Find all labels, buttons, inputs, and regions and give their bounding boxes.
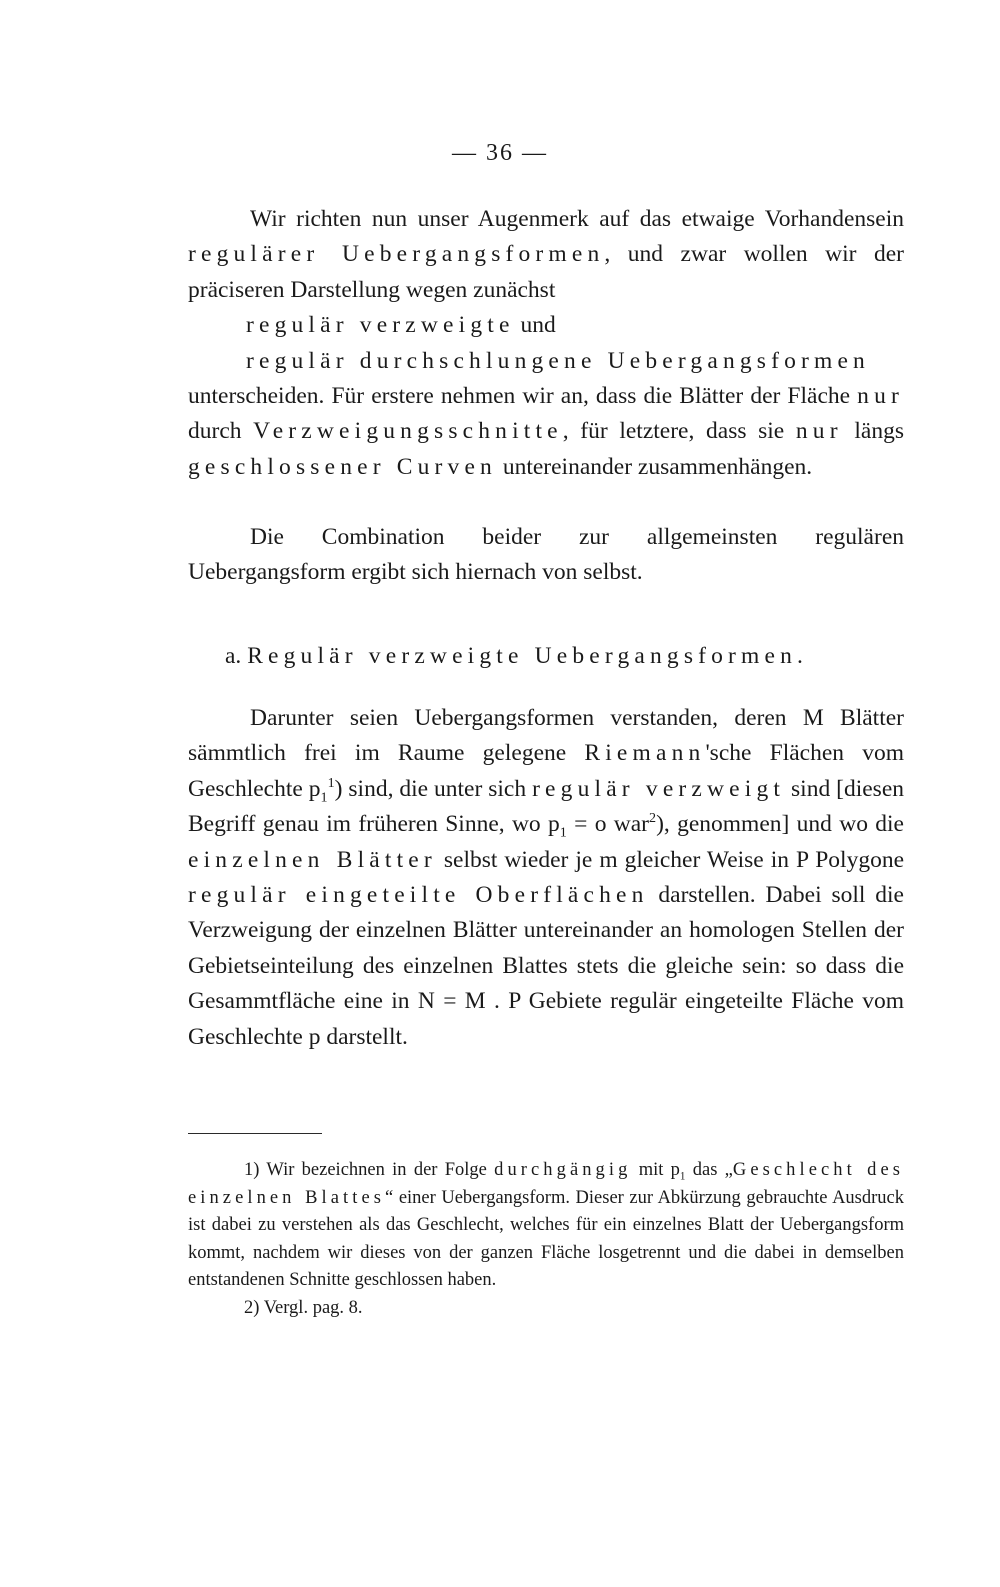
footnotes [188,1157,904,1323]
emphasis-text: regulärer Uebergangsformen [188,241,605,268]
footnote-ref-2: 2 [649,810,657,827]
text-run: darstellen. Dabei soll die Verzweigung der einzelnen Blätter untereinander an homologen Stellen der Gebietseinteilung des einzelnen Blattes stets die gleiche sein: so dass die Gesammtfläche eine in N = M . P Gebiete regulär eingeteilte Fläche vom Geschlechte p darstellt. [188,882,904,1050]
footnote-divider [188,1133,322,1134]
text-run: , und zwar wollen wir der präciseren Darstellung wegen zunächst [188,241,905,303]
subscript: 1 [559,824,567,841]
emphasis-text: Riemann [584,740,706,767]
intro-paragraph-continued [188,379,904,485]
subscript: 1 [320,789,328,806]
text-run: , für letztere, dass sie [562,418,796,445]
text-run: ) sind, die unter sich [334,775,533,802]
emphasis-text: regulär eingeteilte Oberflächen [188,882,649,909]
section-prefix: a. [225,643,248,669]
text-run: längs [842,418,904,445]
list-item-regular-branched [188,308,904,343]
footnote-ref-1: 1 [327,774,335,791]
emphasis-text: regulär verzweigt [532,775,786,802]
text-run: sind [diesen Begriff genau im früheren Sinne, wo p [188,775,905,838]
combination-paragraph: Die Combination beider zur allgemeinsten regulären Uebergangsform ergibt sich hiernach von selbst. [188,524,904,586]
emphasis-text: geschlossener Curven [188,453,497,480]
text-run: das „ [685,1160,733,1180]
intro-section [188,202,904,485]
list-item-regular-interwoven [188,344,904,379]
page-number: — 36 — [452,140,548,166]
text-run: untereinander zusammenhängen. [496,453,813,480]
emphasis-text: nur [795,418,843,445]
footnote-2: 2) Vergl. pag. 8. [244,1297,363,1318]
text-run: Darunter seien Uebergangsformen verstanden, deren M Blätter sämmtlich frei im Raume gelegene [188,705,904,767]
intro-paragraph [188,202,904,308]
subscript: 1 [679,1170,686,1183]
text-run: und [514,312,556,339]
text-run: “ einer Uebergangsform. Dieser zur Abkürzung gebrauchte Ausdruck ist dabei zu verstehen als das Geschlecht, welches für ein einzelnes Blatt der Uebergangsform kommt, nachdem wir dieses von der ganzen Fläche losgetrennt und die dabei in demselben entstandenen Schnitte geschlossen haben. [188,1187,904,1291]
emphasis-text: durchgängig [494,1160,632,1180]
text-run: Wir richten nun unser Augenmerk auf das etwaige Vorhandensein [250,206,904,232]
main-section [188,701,904,1055]
section-heading [225,639,925,674]
emphasis-text: regulär verzweigte [246,312,515,339]
footnote-1 [188,1157,904,1295]
emphasis-text: nur [857,383,904,410]
section-title: Regulär verzweigte Uebergangsformen. [247,643,809,669]
text-run: durch [188,418,254,445]
text-run: 'sche Flächen vom Geschlechte p [188,740,904,802]
text-run: mit p [631,1160,680,1180]
text-run: 1) Wir bezeichnen in der Folge [244,1160,495,1180]
text-run: ), genommen] und wo die [656,811,904,838]
emphasis-text: regulär durchschlungene Uebergangsformen [246,347,870,374]
emphasis-text: einzelnen Blätter [188,846,437,873]
combination-section [188,520,904,591]
text-run: = o war [566,811,650,838]
text-run: unterscheiden. Für erstere nehmen wir an, dass die Blätter der Fläche [188,383,858,410]
emphasis-text: Verzweigungsschnitte [253,418,563,445]
text-run: selbst wieder je m gleicher Weise in P Polygone [436,846,905,873]
emphasis-text: Geschlecht des einzelnen Blattes [188,1160,905,1208]
main-paragraph [188,701,904,1055]
